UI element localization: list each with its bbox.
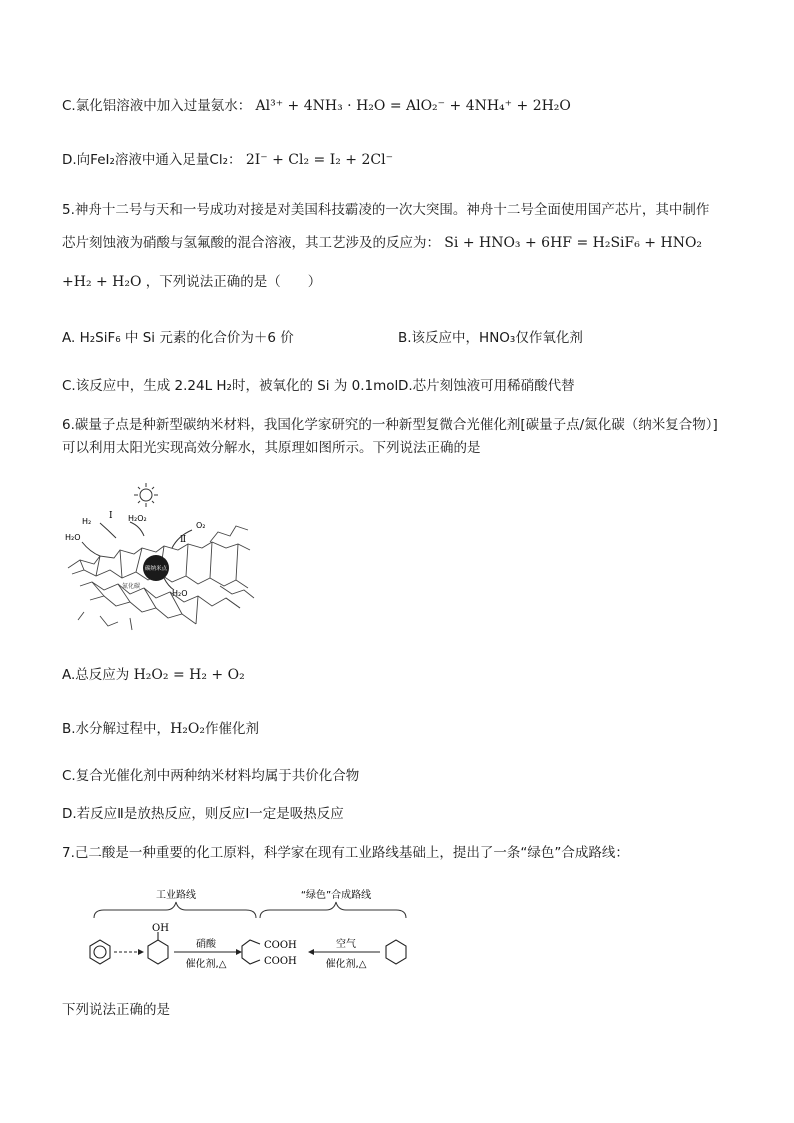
q5-line3 [62, 272, 321, 292]
catalyst-label-1: 催化剂,△ [185, 959, 227, 970]
option-c-previous [62, 96, 571, 116]
step1-label: Ⅰ [109, 511, 113, 521]
q6-line1: 6.碳量子点是种新型碳纳米材料，我国化学家研究的一种新型复微合光催化剂[碳量子点/氮化碳（纳米复合物）] [62, 417, 718, 433]
arrowhead [236, 949, 242, 955]
benzene-structure [90, 940, 110, 964]
q6-option-c: C.复合光催化剂中两种纳米材料均属于共价化合物 [62, 768, 360, 784]
hydroxyl-label: OH [152, 923, 169, 934]
h2-label: H₂ [82, 517, 92, 526]
q6-line2: 可以利用太阳光实现高效分解水，其原理如图所示。下列说法正确的是 [62, 440, 481, 456]
h2o2-label: H₂O₂ [128, 514, 147, 523]
step2-label: Ⅱ [180, 535, 187, 545]
q5-option-d: D.芯片刻蚀液可用稀硝酸代替 [398, 378, 575, 394]
quantum-dot [143, 555, 169, 581]
sun-icon [134, 483, 158, 507]
adipic-acid-route-diagram [74, 884, 424, 984]
option-label: C.氯化铝溶液中加入过量氨水： [62, 98, 252, 114]
q5-line2 [62, 233, 702, 253]
q5-option-c: C.该反应中，生成 2.24L H₂时，被氧化的 Si 为 0.1mol [62, 378, 399, 394]
option-label: B.水分解过程中， [62, 721, 171, 737]
option-label: D.向FeI₂溶液中通入足量Cl₂： [62, 152, 242, 168]
q5-option-a: A. H₂SiF₆ 中 Si 元素的化合价为＋6 价 [62, 330, 294, 346]
nitric-acid-label: 硝酸 [196, 939, 216, 950]
adipic-acid-structure [242, 940, 260, 964]
air-label: 空气 [336, 939, 356, 950]
h2o-left-label: H₂O [65, 533, 81, 542]
green-route-label: “绿色”合成路线 [300, 890, 372, 901]
equation: H₂O₂ [170, 721, 205, 737]
q5-line1: 5.神舟十二号与天和一号成功对接是对美国科技霸凌的一次大突围。神舟十二号全面使用国产芯片，其中制作 [62, 202, 710, 218]
q5-option-b: B.该反应中，HNO₃仅作氧化剂 [398, 330, 583, 346]
q6-option-d: D.若反应Ⅱ是放热反应，则反应Ⅰ一定是吸热反应 [62, 806, 344, 822]
option-d-previous [62, 150, 393, 170]
equation: 2I⁻ + Cl₂ = I₂ + 2Cl⁻ [245, 152, 393, 168]
q5-text: 芯片刻蚀液为硝酸与氢氟酸的混合溶液，其工艺涉及的反应为： [62, 235, 440, 251]
q5-equation-tail: +H₂ + H₂O [62, 274, 142, 290]
option-tail: 作催化剂 [204, 721, 259, 737]
q6-option-a [62, 665, 245, 685]
carboxyl-label-2: COOH [264, 956, 297, 967]
carbon-nitride-label: 氮化碳 [122, 583, 141, 590]
cyclohexanol-structure [148, 932, 168, 964]
q7-question: 下列说法正确的是 [62, 1002, 170, 1018]
photocatalyst-diagram [60, 478, 260, 636]
reaction-arrows [82, 522, 192, 590]
industrial-route-label: 工业路线 [156, 890, 196, 901]
catalyst-label-2: 催化剂,△ [325, 959, 367, 970]
equation: Al³⁺ + 4NH₃ · H₂O = AlO₂⁻ + 4NH₄⁺ + 2H₂O [255, 98, 571, 114]
quantum-dot-label: 碳纳米点 [144, 566, 168, 572]
carboxyl-label-1: COOH [264, 940, 297, 951]
route-braces [94, 902, 406, 918]
o2-label: O₂ [196, 521, 206, 530]
arrowhead [308, 949, 314, 955]
q5-equation: Si + HNO₃ + 6HF = H₂SiF₆ + HNO₂ [444, 235, 703, 251]
arrowhead [138, 949, 144, 955]
q7-line1: 7.己二酸是一种重要的化工原料，科学家在现有工业路线基础上，提出了一条“绿色”合成路线： [62, 845, 629, 861]
h2o-bottom-label: H₂O [172, 589, 188, 598]
q5-question: ，下列说法正确的是（ ） [145, 274, 322, 290]
q6-option-b [62, 719, 259, 739]
cyclohexane-structure [386, 940, 406, 964]
equation: H₂O₂ = H₂ + O₂ [133, 667, 245, 683]
option-label: A.总反应为 [62, 667, 130, 683]
